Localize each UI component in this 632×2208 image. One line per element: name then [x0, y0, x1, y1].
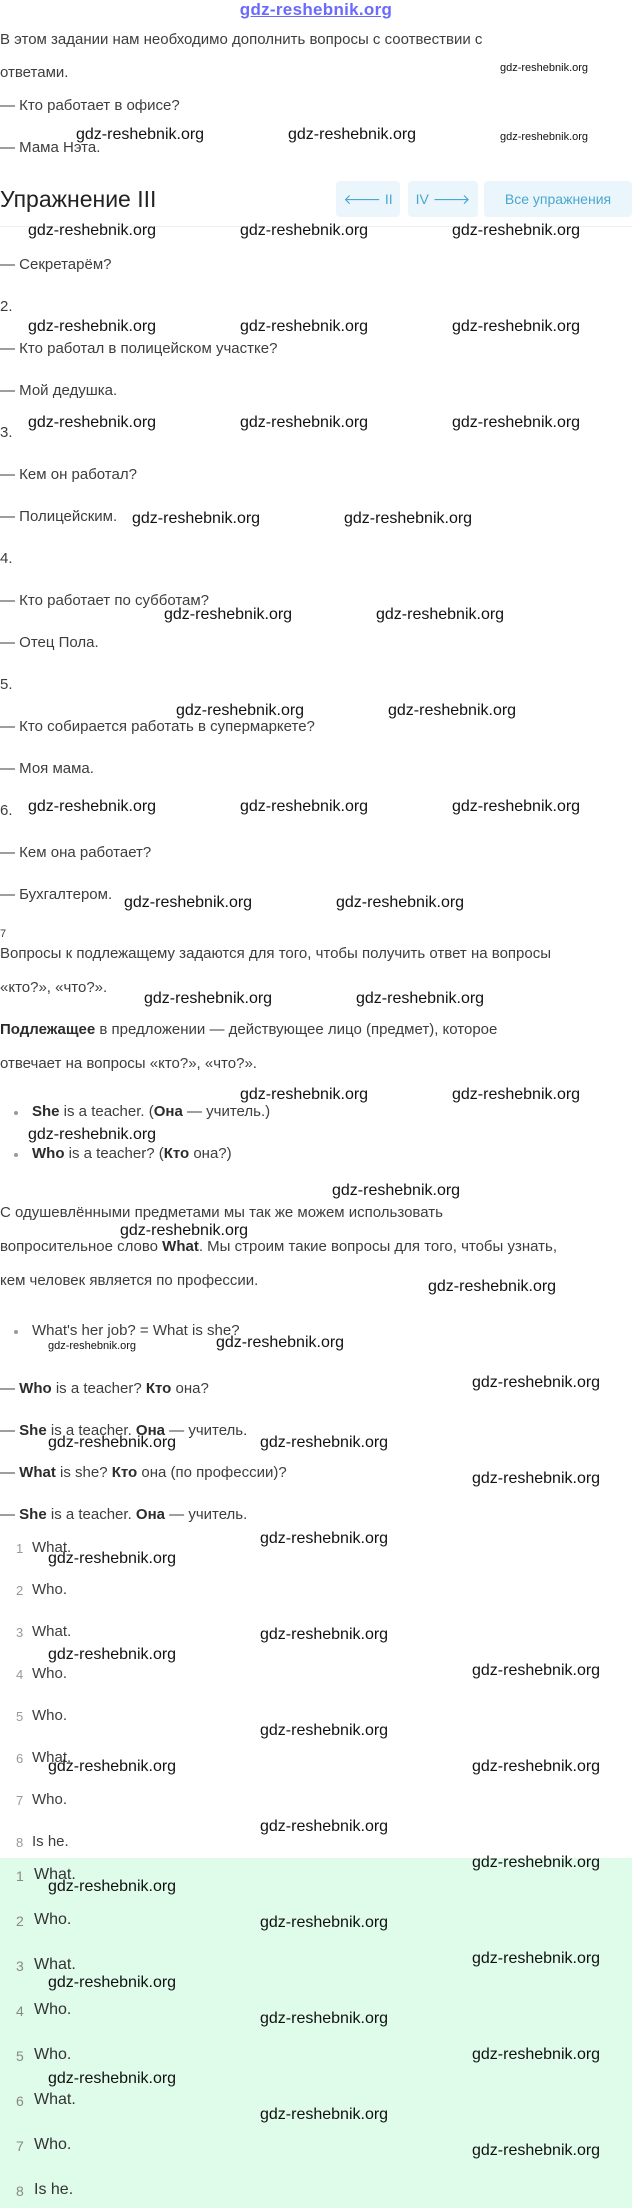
- answer-number: 8: [16, 2183, 24, 2199]
- answer-item: Who.: [32, 1707, 68, 1724]
- final-answer: What.: [34, 2091, 76, 2108]
- watermark: gdz-reshebnik.org: [164, 606, 293, 623]
- answer-item: Who.: [32, 1665, 68, 1682]
- watermark: gdz-reshebnik.org: [472, 1854, 601, 1871]
- exercise-title: Упражнение III: [0, 186, 157, 212]
- item-6-number: 6.: [0, 802, 13, 819]
- item-1-question: — Секретарём?: [0, 256, 112, 273]
- answer-number: 2: [16, 1583, 24, 1598]
- watermark: gdz-reshebnik.org: [28, 222, 157, 239]
- answer-item: Who.: [32, 1581, 68, 1598]
- watermark: gdz-reshebnik.org: [288, 126, 417, 143]
- next-exercise-button[interactable]: [408, 181, 478, 217]
- watermark: gdz-reshebnik.org: [48, 1974, 177, 1991]
- final-answer: What.: [34, 1956, 76, 1973]
- answer-number: 4: [16, 2003, 24, 2019]
- watermark: gdz-reshebnik.org: [452, 222, 581, 239]
- watermark: gdz-reshebnik.org: [240, 1086, 369, 1103]
- answer-number: 4: [16, 1667, 24, 1682]
- answer-item: What.: [32, 1623, 72, 1640]
- watermark: gdz-reshebnik.org: [500, 62, 589, 74]
- bullet-dot: [14, 1153, 18, 1157]
- item-4-question: — Кто работает по субботам?: [0, 592, 210, 609]
- item-6-question: — Кем она работает?: [0, 844, 152, 861]
- theory-bullet-3: What's her job? = What is she?: [32, 1322, 240, 1339]
- watermark: gdz-reshebnik.org: [144, 990, 273, 1007]
- watermark: gdz-reshebnik.org: [376, 606, 505, 623]
- item-3-answer: — Полицейским.: [0, 508, 118, 525]
- watermark: gdz-reshebnik.org: [260, 1722, 389, 1739]
- watermark: gdz-reshebnik.org: [472, 1374, 601, 1391]
- intro-line-2: ответами.: [0, 64, 69, 81]
- watermark: gdz-reshebnik.org: [500, 131, 589, 143]
- watermark: gdz-reshebnik.org: [332, 1182, 461, 1199]
- watermark: gdz-reshebnik.org: [472, 1758, 601, 1775]
- watermark: gdz-reshebnik.org: [260, 2010, 389, 2027]
- theory-bullet-2: Who is a teacher? (Кто она?): [32, 1145, 232, 1162]
- watermark: gdz-reshebnik.org: [260, 2106, 389, 2123]
- watermark: gdz-reshebnik.org: [452, 798, 581, 815]
- dialog-line-3: — What is she? Кто она (по профессии)?: [0, 1464, 287, 1481]
- item-2-answer: — Мой дедушка.: [0, 382, 118, 399]
- site-link[interactable]: gdz-reshebnik.org: [239, 0, 393, 19]
- theory-p2-line-2: отвечает на вопросы «кто?», «что?».: [0, 1055, 257, 1072]
- watermark: gdz-reshebnik.org: [48, 2070, 177, 2087]
- answer-number: 3: [16, 1625, 24, 1640]
- watermark: gdz-reshebnik.org: [176, 702, 305, 719]
- answer-number: 6: [16, 1751, 24, 1766]
- answer-number: 8: [16, 1835, 24, 1850]
- watermark: gdz-reshebnik.org: [240, 222, 369, 239]
- dialog-line-1: — Who is a teacher? Кто она?: [0, 1380, 209, 1397]
- bullet-dot: [14, 1330, 18, 1334]
- item-2-number: 2.: [0, 298, 13, 315]
- watermark: gdz-reshebnik.org: [260, 1818, 389, 1835]
- theory-bullet-1: She is a teacher. (Она — учитель.): [32, 1103, 271, 1120]
- item-3-question: — Кем он работал?: [0, 466, 137, 483]
- watermark: gdz-reshebnik.org: [260, 1626, 389, 1643]
- answer-number: 3: [16, 1958, 24, 1974]
- theory-p3-line-1: С одушевлёнными предметами мы так же можем использовать: [0, 1204, 443, 1221]
- watermark: gdz-reshebnik.org: [388, 702, 517, 719]
- final-answer: Who.: [34, 2001, 72, 2018]
- prev-exercise-button[interactable]: [336, 181, 400, 217]
- final-answer: Who.: [34, 2046, 72, 2063]
- next-exercise-label: IV: [415, 191, 429, 207]
- answer-number: 2: [16, 1913, 24, 1929]
- item-2-question: — Кто работал в полицейском участке?: [0, 340, 278, 357]
- watermark: gdz-reshebnik.org: [240, 414, 369, 431]
- watermark: gdz-reshebnik.org: [48, 1878, 177, 1895]
- item-5-question: — Кто собирается работать в супермаркете?: [0, 718, 315, 735]
- watermark: gdz-reshebnik.org: [472, 2046, 601, 2063]
- watermark: gdz-reshebnik.org: [472, 1662, 601, 1679]
- watermark: gdz-reshebnik.org: [472, 1950, 601, 1967]
- watermark: gdz-reshebnik.org: [240, 318, 369, 335]
- watermark: gdz-reshebnik.org: [124, 894, 253, 911]
- answer-number: 7: [16, 1793, 24, 1808]
- item-5-number: 5.: [0, 676, 13, 693]
- watermark: gdz-reshebnik.org: [452, 1086, 581, 1103]
- answer-number: 1: [16, 1868, 24, 1884]
- answer-number: 7: [16, 2138, 24, 2154]
- intro-answer: — Мама Нэта.: [0, 139, 101, 156]
- final-answer: Who.: [34, 2136, 72, 2153]
- answer-item: Who.: [32, 1791, 68, 1808]
- watermark: gdz-reshebnik.org: [428, 1278, 557, 1295]
- theory-p2-line-1: Подлежащее в предложении — действующее лицо (предмет), которое: [0, 1021, 498, 1038]
- watermark: gdz-reshebnik.org: [48, 1340, 137, 1352]
- item-4-number: 4.: [0, 550, 13, 567]
- watermark: gdz-reshebnik.org: [344, 510, 473, 527]
- watermark: gdz-reshebnik.org: [452, 414, 581, 431]
- watermark: gdz-reshebnik.org: [28, 414, 157, 431]
- watermark: gdz-reshebnik.org: [76, 126, 205, 143]
- item-7-number: 7: [0, 928, 7, 940]
- theory-p1-line-1: Вопросы к подлежащему задаются для того, чтобы получить ответ на вопросы: [0, 945, 551, 962]
- theory-p1-line-2: «кто?», «что?».: [0, 979, 108, 996]
- item-4-answer: — Отец Пола.: [0, 634, 99, 651]
- watermark: gdz-reshebnik.org: [132, 510, 261, 527]
- dialog-line-4: — She is a teacher. Она — учитель.: [0, 1506, 248, 1523]
- final-answer: Who.: [34, 1911, 72, 1928]
- item-3-number: 3.: [0, 424, 13, 441]
- watermark: gdz-reshebnik.org: [28, 1126, 157, 1143]
- watermark: gdz-reshebnik.org: [28, 318, 157, 335]
- bullet-dot: [14, 1111, 18, 1115]
- watermark: gdz-reshebnik.org: [356, 990, 485, 1007]
- answer-number: 1: [16, 1541, 24, 1556]
- dialog-line-2: — She is a teacher. Она — учитель.: [0, 1422, 248, 1439]
- all-exercises-button[interactable]: Все упражнения: [484, 181, 632, 217]
- watermark: gdz-reshebnik.org: [28, 798, 157, 815]
- watermark: gdz-reshebnik.org: [336, 894, 465, 911]
- answer-item: What.: [32, 1539, 72, 1556]
- final-answer: Is he.: [34, 2181, 74, 2198]
- theory-p3-line-2: вопросительное слово What. Мы строим такие вопросы для того, чтобы узнать,: [0, 1238, 557, 1255]
- intro-question: — Кто работает в офисе?: [0, 97, 180, 114]
- arrow-right-icon: 🡒: [432, 191, 471, 207]
- item-6-answer: — Бухгалтером.: [0, 886, 113, 903]
- watermark: gdz-reshebnik.org: [48, 1646, 177, 1663]
- watermark: gdz-reshebnik.org: [472, 1470, 601, 1487]
- answer-number: 5: [16, 1709, 24, 1724]
- watermark: gdz-reshebnik.org: [120, 1222, 249, 1239]
- prev-exercise-label: II: [384, 191, 393, 207]
- watermark: gdz-reshebnik.org: [260, 1530, 389, 1547]
- intro-line-1: В этом задании нам необходимо дополнить вопросы с соотвествии с: [0, 31, 483, 48]
- watermark: gdz-reshebnik.org: [260, 1914, 389, 1931]
- final-answer: What.: [34, 1866, 76, 1883]
- watermark: gdz-reshebnik.org: [452, 318, 581, 335]
- item-5-answer: — Моя мама.: [0, 760, 94, 777]
- watermark: gdz-reshebnik.org: [216, 1334, 345, 1351]
- arrow-left-icon: 🡐: [343, 191, 381, 207]
- watermark: gdz-reshebnik.org: [260, 1434, 389, 1451]
- answer-number: 5: [16, 2048, 24, 2064]
- answer-item: What.: [32, 1749, 72, 1766]
- answer-number: 6: [16, 2093, 24, 2109]
- watermark: gdz-reshebnik.org: [48, 1550, 177, 1567]
- watermark: gdz-reshebnik.org: [48, 1758, 177, 1775]
- watermark: gdz-reshebnik.org: [240, 798, 369, 815]
- watermark: gdz-reshebnik.org: [472, 2142, 601, 2159]
- watermark: gdz-reshebnik.org: [48, 1434, 177, 1451]
- theory-p3-line-3: кем человек является по профессии.: [0, 1272, 259, 1289]
- answer-item: Is he.: [32, 1833, 69, 1850]
